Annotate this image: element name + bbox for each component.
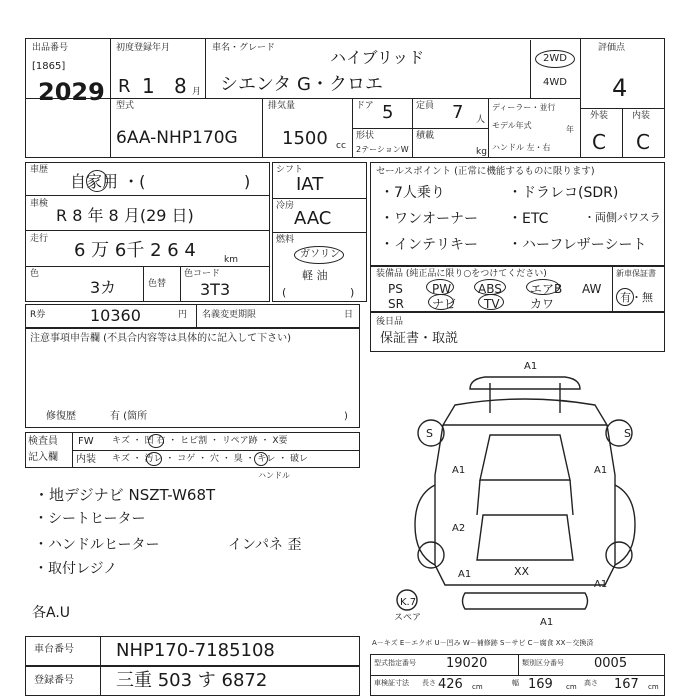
equip-ps: PS — [388, 282, 403, 296]
equip-abs: ABS — [478, 282, 502, 296]
len-value: 426 — [438, 677, 463, 692]
model-label: 車名・グレード — [212, 43, 276, 53]
grade-value: 4 — [612, 74, 628, 102]
class-label: 類別区分番号 — [522, 659, 564, 667]
equip-pw: PW — [432, 282, 452, 296]
shaken-value: R 8 年 8 月(29 日) — [56, 206, 194, 225]
int-grade: C — [636, 130, 650, 154]
form-label: 形状 — [356, 131, 375, 141]
hei-label: 高さ — [584, 679, 598, 687]
type-value: 6AA-NHP170G — [116, 128, 238, 148]
private-circle — [86, 170, 108, 192]
hybrid-note: ハイブリッド — [330, 48, 425, 67]
recycle-unit: 円 — [178, 310, 188, 320]
shift-value: IAT — [296, 174, 324, 195]
reg-year: 1 — [142, 74, 155, 98]
navi-circle — [428, 294, 457, 311]
mark-a1-top: A1 — [524, 361, 538, 372]
door-value: 5 — [382, 102, 394, 123]
wid-value: 169 — [528, 677, 553, 692]
fw-label: FW — [78, 436, 94, 447]
chassis-label: 車台番号 — [34, 644, 74, 655]
equip-sr: SR — [388, 297, 404, 311]
plate-value: 三重 503 す 6872 — [116, 670, 268, 691]
sales-item-7: ・ハーフレザーシート — [508, 237, 647, 253]
recycle-box — [25, 304, 360, 328]
comment-5: 各A.U — [32, 605, 71, 621]
tools-label: 後日品 — [376, 317, 404, 327]
lot-label: 出品番号 — [32, 43, 69, 53]
model-name: シエンタ G・クロエ — [220, 74, 383, 95]
mark-a1-rear-right: A1 — [594, 579, 608, 590]
mark-s-left: S — [426, 427, 433, 440]
int-label: 内装 — [632, 111, 651, 121]
equip-leather: カワ — [530, 297, 555, 311]
fuel-paren-open: ( — [282, 286, 287, 299]
sales-item-6: ・インテリキー — [380, 237, 478, 253]
hei-value: 167 — [614, 677, 639, 692]
mark-s-right: S — [624, 427, 631, 440]
reg-label: 初度登録年月 — [116, 43, 171, 53]
mileage-label: 走行 — [30, 234, 49, 244]
equip-tv: TV — [484, 297, 500, 311]
comment-2: ・シートヒーター — [34, 511, 146, 527]
wid-unit: cm — [566, 683, 577, 691]
load-label: 積載 — [416, 131, 435, 141]
int-label-row: 内装 — [76, 454, 96, 465]
inspector-label-1: 検査員 — [28, 436, 58, 447]
repaint-label: 色替 — [148, 279, 167, 289]
recycle-value: 10360 — [90, 306, 141, 325]
comment-4: ・取付レジノ — [34, 561, 118, 577]
shaken-label: 車検 — [30, 199, 49, 209]
color-value: 3カ — [90, 278, 117, 297]
warranty-value: 有・無 — [620, 291, 653, 304]
odor-circle — [254, 452, 268, 466]
comment-3: ・ハンドルヒーター — [34, 537, 160, 553]
disp-value: 1500 — [282, 128, 328, 149]
code-value: 3T3 — [200, 280, 231, 299]
reg-month: 8 — [174, 74, 187, 98]
fuel-sub: 軽 油 — [302, 269, 328, 282]
lot-number: 2029 — [38, 78, 105, 106]
fuel-paren-close: ) — [350, 286, 355, 299]
ac-label: 冷房 — [276, 201, 295, 211]
fuel-value: ガソリン — [300, 249, 340, 260]
ac-value: AAC — [294, 208, 332, 229]
type-cert-value: 19020 — [446, 656, 488, 671]
sales-item-5: ・両側パワスラ — [584, 211, 661, 224]
handle-label: ハンドル 左・右 — [492, 143, 551, 152]
dim-label: 車検証寸法 — [374, 679, 409, 687]
type-cert-label: 型式指定番号 — [374, 659, 416, 667]
ext-label: 外装 — [590, 111, 609, 121]
grade-label: 評価点 — [598, 43, 626, 53]
equip-aw: AW — [582, 282, 602, 296]
door-label: ドア — [356, 101, 374, 111]
dent-circle — [148, 434, 164, 448]
repair-close: ) — [344, 411, 348, 422]
cap-unit: 人 — [476, 115, 486, 125]
plate-label: 登録番号 — [34, 675, 74, 686]
inspector-label-2: 記入欄 — [28, 452, 58, 463]
abs-circle — [474, 279, 506, 295]
mark-a1-bottom: A1 — [540, 617, 554, 628]
code-label: 色コード — [184, 269, 221, 279]
drive-2wd: 2WD — [543, 53, 567, 64]
mark-xx: XX — [514, 565, 530, 578]
mark-a1-left: A1 — [452, 465, 466, 476]
sales-item-4: ・ETC — [508, 211, 549, 227]
equip-navi: ナビ — [432, 297, 457, 311]
tv-circle — [478, 294, 504, 310]
inst-panel-note: インパネ 歪 — [228, 537, 302, 553]
warranty-circle — [616, 288, 634, 306]
inspector-mark: ハンドル — [258, 471, 290, 480]
mileage-value: 6 万 6千 2 6 4 — [74, 240, 196, 261]
ext-grade: C — [592, 130, 606, 154]
form-value: 2テーションW — [356, 145, 409, 154]
disp-label: 排気量 — [268, 101, 296, 111]
model-year-unit: 年 — [566, 125, 574, 134]
history-label: 車歴 — [30, 165, 49, 175]
repair-value: 有 (箇所 — [110, 411, 148, 422]
mark-a1-right: A1 — [594, 465, 608, 476]
history-close: ) — [244, 172, 251, 191]
cap-value: 7 — [452, 102, 464, 123]
wid-label: 幅 — [512, 679, 519, 687]
tax-unit: 日 — [344, 310, 354, 320]
sales-item-3: ・ワンオーナー — [380, 211, 478, 227]
len-unit: cm — [472, 683, 483, 691]
notes-label: 注意事項申告欄 (不具合内容等は具体的に記入して下さい) — [30, 333, 291, 344]
warranty-label: 新車保証書 — [616, 269, 656, 278]
len-label: 長さ — [422, 679, 436, 687]
tools-value: 保証書・取説 — [380, 331, 459, 346]
sales-item-1: ・7人乗り — [380, 185, 445, 201]
fuel-label: 燃料 — [276, 235, 295, 245]
equipment-label: 装備品 (純正品に限り○をつけてください) — [376, 269, 547, 279]
history-value: 自家用 ・( — [70, 172, 146, 191]
spare-label: スペア — [394, 613, 422, 623]
chassis-value: NHP170-7185108 — [116, 640, 275, 661]
sales-item-2: ・ドラレコ(SDR) — [508, 185, 619, 201]
pw-circle — [426, 279, 454, 295]
model-year-label: モデル年式 — [492, 121, 532, 130]
tax-label: 名義変更期限 — [202, 310, 257, 320]
shift-label: シフト — [276, 165, 304, 175]
equip-airbag: エアB — [530, 282, 563, 296]
recycle-label: R券 — [30, 310, 46, 320]
load-unit: kg — [476, 147, 487, 157]
mark-a2: A2 — [452, 523, 466, 534]
damage-legend: A－キズ E－エクボ U－凹み W－補修跡 S－サビ C－腐食 XX－交換済 — [372, 639, 594, 647]
repair-label: 修復歴 — [46, 411, 76, 422]
mileage-unit: km — [224, 255, 238, 265]
hei-unit: cm — [648, 683, 659, 691]
comment-1: ・地デジナビ NSZT-W68T — [34, 486, 216, 504]
mark-a1-rear-left: A1 — [458, 569, 472, 580]
drive-4wd: 4WD — [543, 77, 567, 88]
cap-label: 定員 — [416, 101, 435, 111]
type-label: 型式 — [116, 101, 135, 111]
class-value: 0005 — [594, 656, 628, 671]
dealer-label: ディーラー・並行 — [492, 103, 556, 112]
fw-line: キズ ・ 凹 右 ・ ヒビ割 ・ リペア跡 ・ X要 — [112, 436, 288, 446]
month-unit: 月 — [192, 87, 202, 97]
dirt-circle — [146, 452, 162, 466]
disp-unit: cc — [336, 141, 346, 151]
sales-label: セールスポイント (正常に機能するものに限ります) — [376, 166, 595, 177]
lot-sub: [1865] — [32, 61, 66, 72]
reg-era: R — [118, 76, 131, 97]
color-label: 色 — [30, 269, 40, 279]
spare-mark: K.7 — [400, 597, 417, 608]
int-line: キズ ・ 汚レ ・ コゲ ・ 穴 ・ 臭 ・ キレ ・ 破レ — [112, 454, 309, 464]
airbag-circle — [526, 279, 563, 296]
